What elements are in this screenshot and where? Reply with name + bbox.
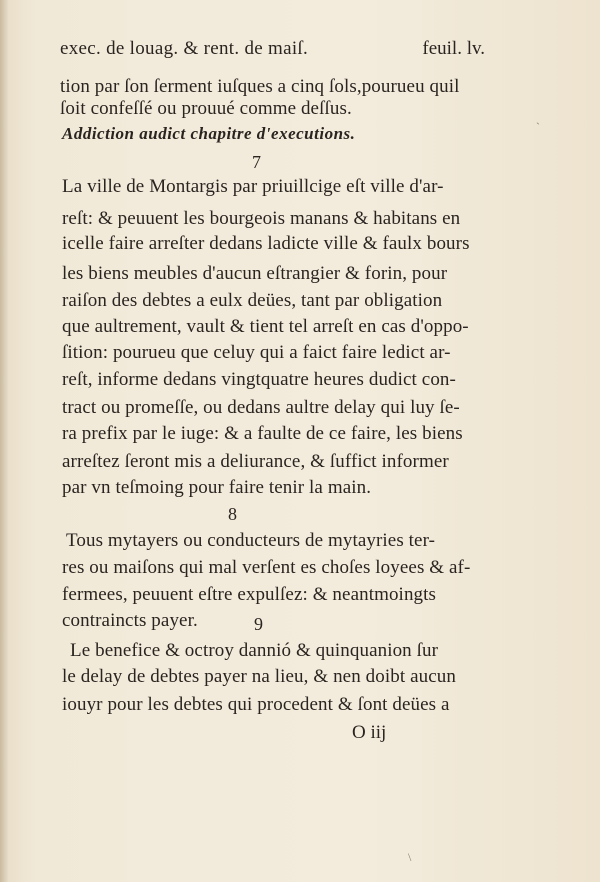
signature-mark: O iij xyxy=(352,722,387,743)
text-line: iouyr pour les debtes qui procedent & ſont deües a xyxy=(62,694,450,715)
text-line: icelle faire arreſter dedans ladicte ville & faulx bours xyxy=(62,233,470,254)
text-line: par vn teſmoing pour faire tenir la main. xyxy=(62,477,372,498)
text-line: ſoit confeſſé ou prouué comme deſſus. xyxy=(60,98,352,119)
margin-mark: ` xyxy=(536,120,540,134)
page-gutter xyxy=(0,0,8,882)
text-line: le delay de debtes payer na lieu, & nen doibt aucun xyxy=(62,666,456,687)
text-line: res ou maiſons qui mal verſent es choſes loyees & af- xyxy=(62,557,471,578)
section-number: 9 xyxy=(254,614,263,634)
text-line: les biens meubles d'aucun eſtrangier & forin, pour xyxy=(62,263,448,284)
text-line: tion par ſon ſerment iuſques a cinq ſols,pourueu quil xyxy=(60,76,460,97)
text-line: contraincts payer. xyxy=(62,610,198,631)
running-head: exec. de louag. & rent. de maiſ. xyxy=(60,38,309,59)
margin-mark: \ xyxy=(408,850,412,864)
text-line: reſt: & peuuent les bourgeois manans & habitans en xyxy=(62,208,461,229)
text-line: tract ou promeſſe, ou dedans aultre delay qui luy ſe- xyxy=(62,397,460,418)
text-line: ſition: pourueu que celuy qui a faict faire ledict ar- xyxy=(62,342,451,363)
text-line: ra prefix par le iuge: & a faulte de ce faire, les biens xyxy=(62,423,463,444)
text-line: arreſtez ſeront mis a deliurance, & ſuffict informer xyxy=(62,451,449,472)
text-line: La ville de Montargis par priuillcige eſt ville d'ar- xyxy=(62,176,444,197)
text-line: Tous mytayers ou conducteurs de mytayries ter- xyxy=(66,530,436,551)
section-heading: Addiction audict chapitre d'executions. xyxy=(62,124,356,143)
section-number: 8 xyxy=(228,504,237,524)
text-line: fermees, peuuent eſtre expulſez: & neantmoingts xyxy=(62,584,437,605)
folio-number: feuil. lv. xyxy=(422,38,485,59)
section-number: 7 xyxy=(252,152,261,172)
text-line: raiſon des debtes a eulx deües, tant par obligation xyxy=(62,290,443,311)
text-line: reſt, informe dedans vingtquatre heures dudict con- xyxy=(62,369,456,390)
text-line: Le benefice & octroy dannió & quinquanion ſur xyxy=(70,640,439,661)
text-line: que aultrement, vault & tient tel arreſt en cas d'oppo- xyxy=(62,316,469,337)
